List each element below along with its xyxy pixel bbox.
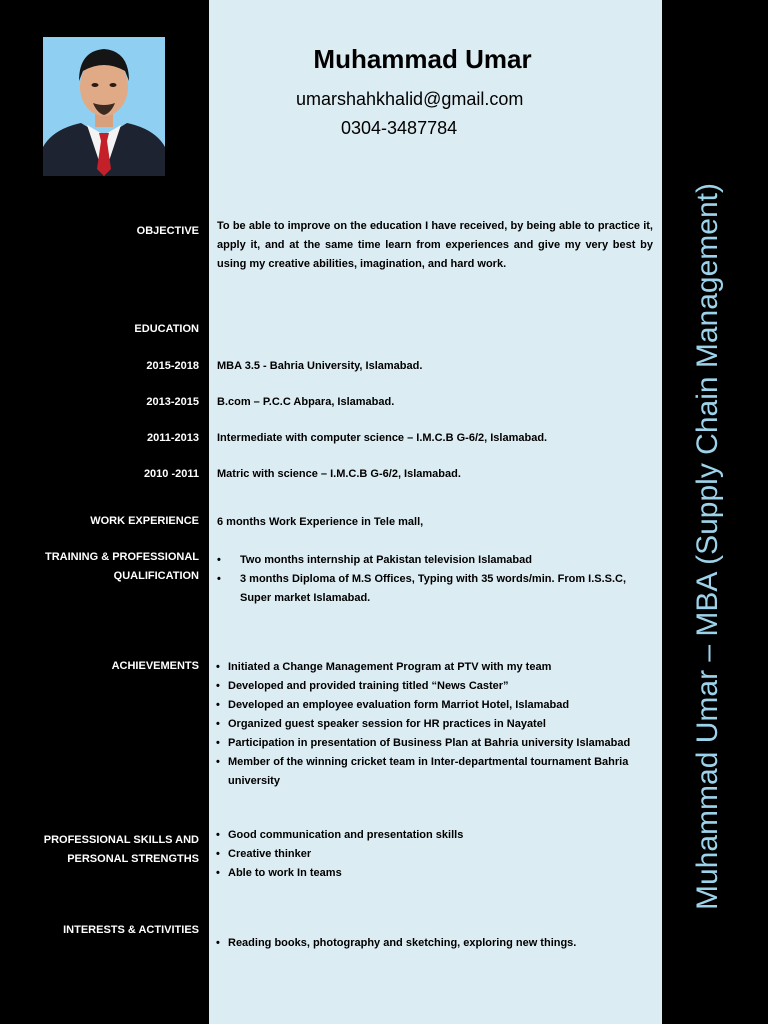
- education-years: 2013-2015: [146, 396, 199, 408]
- candidate-name: Muhammad Umar: [313, 44, 532, 74]
- objective-label: OBJECTIVE: [136, 225, 199, 237]
- training-label-line: TRAINING & PROFESSIONAL: [44, 551, 199, 563]
- list-item: • Initiated a Change Management Program at PTV with my team: [214, 658, 654, 677]
- list-item: • Good communication and presentation skills: [214, 826, 654, 845]
- work-experience-text: 6 months Work Experience in Tele mall,: [217, 516, 424, 528]
- skills-label-line: PERSONAL STRENGTHS: [67, 853, 199, 865]
- list-item: • 3 months Diploma of M.S Offices, Typing with 35 words/min. From I.S.S.C, Super market Islamabad.: [214, 570, 654, 608]
- list-item: • Creative thinker: [214, 845, 654, 864]
- vertical-title: Muhammad Umar – MBA (Supply Chain Management): [691, 183, 724, 910]
- skills-list: [214, 826, 654, 883]
- education-detail: B.com – P.C.C Abpara, Islamabad.: [217, 396, 395, 408]
- training-label-line: QUALIFICATION: [113, 570, 199, 582]
- email-address: umarshahkhalid@gmail.com: [296, 89, 524, 109]
- interests-label: INTERESTS & ACTIVITIES: [63, 924, 199, 936]
- list-item: • Two months internship at Pakistan television Islamabad: [214, 551, 654, 570]
- education-label: EDUCATION: [134, 323, 199, 335]
- list-item: • Able to work In teams: [214, 864, 654, 883]
- list-item: • Member of the winning cricket team in Inter-departmental tournament Bahria university: [214, 753, 654, 791]
- phone-number: 0304-3487784: [341, 118, 458, 138]
- education-years: 2015-2018: [146, 360, 199, 372]
- list-item: • Reading books, photography and sketching, exploring new things.: [214, 934, 654, 953]
- achievements-label: ACHIEVEMENTS: [111, 660, 199, 672]
- objective-text: To be able to improve on the education I have received, by being able to practice it, apply it, and at the same time learn from experiences and give my very best by using my creative abilities, imagination, and hard work.: [217, 220, 653, 270]
- training-list: [214, 551, 654, 608]
- profile-photo: [43, 37, 165, 176]
- list-item: • Developed an employee evaluation form Marriot Hotel, Islamabad: [214, 696, 654, 715]
- list-item: • Participation in presentation of Business Plan at Bahria university Islamabad: [214, 734, 654, 753]
- skills-label: [44, 831, 199, 869]
- training-label: [45, 548, 199, 586]
- education-detail: Matric with science – I.M.C.B G-6/2, Islamabad.: [217, 468, 461, 480]
- education-years: 2010 -2011: [143, 468, 199, 480]
- education-detail: Intermediate with computer science – I.M.C.B G-6/2, Islamabad.: [217, 432, 548, 444]
- interests-list: [214, 934, 654, 953]
- skills-label-line: PROFESSIONAL SKILLS AND: [43, 834, 199, 846]
- person-portrait-icon: [43, 37, 165, 176]
- list-item: • Organized guest speaker session for HR practices in Nayatel: [214, 715, 654, 734]
- work-experience-label: WORK EXPERIENCE: [90, 515, 199, 527]
- education-detail: MBA 3.5 - Bahria University, Islamabad.: [217, 360, 423, 372]
- list-item: • Developed and provided training titled “News Caster”: [214, 677, 654, 696]
- achievements-list: [214, 658, 654, 791]
- education-years: 2011-2013: [147, 432, 199, 444]
